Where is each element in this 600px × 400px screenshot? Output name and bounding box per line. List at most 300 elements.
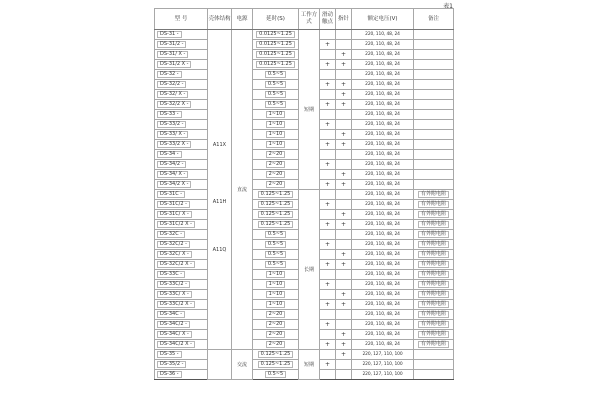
delay-cell-text: 0.5~5: [265, 241, 286, 249]
remark-cell: [414, 270, 454, 280]
slide-contact-cell: [320, 370, 336, 380]
model-cell-text: DS-32C/2 -: [157, 241, 190, 249]
delay-cell-text: 1~10: [266, 111, 286, 119]
remark-cell: [414, 190, 454, 200]
model-cell: [155, 370, 208, 380]
slide-contact-cell: [320, 70, 336, 80]
model-cell: [155, 310, 208, 320]
pointer-cell: [336, 270, 352, 280]
slide-contact-cell: [320, 30, 336, 40]
delay-cell: [253, 290, 299, 300]
delay-cell-text: 0.5~5: [265, 71, 286, 79]
model-cell: [155, 40, 208, 50]
pointer-cell: [336, 30, 352, 40]
model-cell-text: DS-36 -: [157, 371, 182, 379]
slide-contact-cell: +: [320, 360, 336, 370]
pointer-cell: [336, 230, 352, 240]
remark-cell: [414, 100, 454, 110]
delay-cell: [253, 180, 299, 190]
slide-contact-cell: +: [320, 100, 336, 110]
model-cell: [155, 200, 208, 210]
delay-cell: [253, 360, 299, 370]
table-row: [155, 190, 454, 200]
remark-cell-text: 有外附电阻: [418, 191, 449, 199]
delay-cell-text: 1~10: [266, 291, 286, 299]
delay-cell-text: 0.5~5: [265, 371, 286, 379]
model-cell-text: DS-31C/2 X -: [157, 221, 195, 229]
voltage-cell: 220, 110, 48, 24: [352, 290, 414, 300]
delay-cell: [253, 160, 299, 170]
remark-cell: [414, 80, 454, 90]
remark-cell: [414, 370, 454, 380]
delay-cell: [253, 340, 299, 350]
slide-contact-cell: [320, 210, 336, 220]
model-cell: [155, 50, 208, 60]
remark-cell: [414, 140, 454, 150]
model-cell-text: DS-32/2 X -: [157, 101, 191, 109]
slide-contact-cell: [320, 130, 336, 140]
model-cell: [155, 340, 208, 350]
pointer-cell: [336, 360, 352, 370]
model-cell: [155, 150, 208, 160]
col-header-shell: 壳体结构: [208, 9, 232, 30]
delay-cell-text: 0.125~1.25: [258, 211, 294, 219]
remark-cell-text: 有外附电阻: [418, 231, 449, 239]
model-cell: [155, 180, 208, 190]
table-body: [155, 30, 454, 380]
slide-contact-cell: [320, 110, 336, 120]
delay-cell-text: 2~20: [266, 311, 286, 319]
voltage-cell: 220, 110, 48, 24: [352, 80, 414, 90]
model-cell-text: DS-32C/2 X -: [157, 261, 195, 269]
model-cell: [155, 190, 208, 200]
slide-contact-cell: [320, 250, 336, 260]
voltage-cell: 220, 110, 48, 24: [352, 40, 414, 50]
col-header-delay: 延时(S): [253, 9, 299, 30]
voltage-cell: 220, 110, 48, 24: [352, 180, 414, 190]
delay-cell: [253, 60, 299, 70]
slide-contact-cell: +: [320, 240, 336, 250]
delay-cell-text: 0.125~1.25: [258, 221, 294, 229]
remark-cell: [414, 200, 454, 210]
pointer-cell: +: [336, 210, 352, 220]
remark-cell: [414, 300, 454, 310]
pointer-cell: +: [336, 50, 352, 60]
voltage-cell: 220, 110, 48, 24: [352, 230, 414, 240]
model-cell-text: DS-34C/ X -: [157, 331, 192, 339]
model-cell-text: DS-33 -: [157, 111, 182, 119]
delay-cell-text: 2~20: [266, 321, 286, 329]
slide-contact-cell: [320, 310, 336, 320]
remark-cell: [414, 330, 454, 340]
model-cell-text: DS-35 -: [157, 351, 182, 359]
voltage-cell: 220, 110, 48, 24: [352, 90, 414, 100]
delay-cell: [253, 80, 299, 90]
model-cell-text: DS-33/2 X -: [157, 141, 191, 149]
delay-cell: [253, 200, 299, 210]
remark-cell: [414, 180, 454, 190]
delay-cell-text: 1~10: [266, 281, 286, 289]
voltage-cell: 220, 110, 48, 24: [352, 120, 414, 130]
model-cell-text: DS-32 -: [157, 71, 182, 79]
model-cell: [155, 250, 208, 260]
remark-cell-text: 有外附电阻: [418, 301, 449, 309]
delay-cell-text: 0.5~5: [265, 101, 286, 109]
slide-contact-cell: +: [320, 40, 336, 50]
table-row: [155, 350, 454, 360]
model-cell-text: DS-32C/ X -: [157, 251, 192, 259]
model-cell-text: DS-31/ X -: [157, 51, 188, 59]
pointer-cell: [336, 150, 352, 160]
voltage-cell: 220, 110, 48, 24: [352, 170, 414, 180]
pointer-cell: [336, 110, 352, 120]
delay-cell-text: 0.125~1.25: [258, 361, 294, 369]
voltage-cell: 220, 110, 48, 24: [352, 240, 414, 250]
pointer-cell: [336, 190, 352, 200]
delay-cell: [253, 140, 299, 150]
voltage-cell: 220, 110, 48, 24: [352, 220, 414, 230]
voltage-cell: 220, 110, 48, 24: [352, 200, 414, 210]
voltage-cell: 220, 110, 48, 24: [352, 60, 414, 70]
remark-cell: [414, 30, 454, 40]
col-header-power: 电源: [232, 9, 253, 30]
delay-cell: [253, 220, 299, 230]
delay-cell: [253, 70, 299, 80]
model-cell-text: DS-33C -: [157, 271, 185, 279]
remark-cell-text: 有外附电阻: [418, 281, 449, 289]
remark-cell: [414, 50, 454, 60]
delay-cell-text: 0.5~5: [265, 261, 286, 269]
delay-cell-text: 0.0125~1.25: [256, 41, 295, 49]
pointer-cell: [336, 200, 352, 210]
delay-cell-text: 1~10: [266, 301, 286, 309]
model-cell-text: DS-31C -: [157, 191, 185, 199]
model-cell: [155, 130, 208, 140]
pointer-cell: +: [336, 340, 352, 350]
delay-cell: [253, 90, 299, 100]
model-cell-text: DS-31C/ X -: [157, 211, 192, 219]
pointer-cell: +: [336, 90, 352, 100]
remark-cell-text: 有外附电阻: [418, 291, 449, 299]
delay-cell: [253, 330, 299, 340]
slide-contact-cell: +: [320, 120, 336, 130]
delay-cell-text: 0.0125~1.25: [256, 61, 295, 69]
remark-cell: [414, 230, 454, 240]
model-cell: [155, 210, 208, 220]
voltage-cell: 220, 110, 48, 24: [352, 330, 414, 340]
voltage-cell: 220, 110, 48, 24: [352, 210, 414, 220]
model-cell-text: DS-31C/2 -: [157, 201, 190, 209]
delay-cell-text: 0.125~1.25: [258, 201, 294, 209]
remark-cell: [414, 240, 454, 250]
model-cell: [155, 170, 208, 180]
slide-contact-cell: [320, 90, 336, 100]
pointer-cell: [336, 320, 352, 330]
delay-cell: [253, 240, 299, 250]
pointer-cell: [336, 70, 352, 80]
model-cell: [155, 30, 208, 40]
remark-cell: [414, 260, 454, 270]
remark-cell-text: 有外附电阻: [418, 261, 449, 269]
slide-contact-cell: +: [320, 160, 336, 170]
col-header-remark: 备注: [414, 9, 454, 30]
power-group-cell: 交流: [232, 350, 253, 380]
slide-contact-cell: [320, 350, 336, 360]
model-cell-text: DS-34C/2 -: [157, 321, 190, 329]
delay-cell: [253, 280, 299, 290]
delay-cell-text: 1~10: [266, 141, 286, 149]
model-cell-text: DS-32/2 -: [157, 81, 186, 89]
model-cell-text: DS-33C/2 X -: [157, 301, 195, 309]
remark-cell: [414, 340, 454, 350]
pointer-cell: +: [336, 250, 352, 260]
pointer-cell: +: [336, 100, 352, 110]
delay-cell: [253, 210, 299, 220]
delay-cell: [253, 100, 299, 110]
delay-cell-text: 2~20: [266, 151, 286, 159]
pointer-cell: +: [336, 80, 352, 90]
delay-cell: [253, 50, 299, 60]
pointer-cell: +: [336, 300, 352, 310]
delay-cell: [253, 250, 299, 260]
mode-group-cell: 长期: [299, 190, 320, 350]
slide-contact-cell: +: [320, 340, 336, 350]
header-row: [155, 9, 454, 30]
model-cell: [155, 160, 208, 170]
delay-cell: [253, 310, 299, 320]
remark-cell-text: 有外附电阻: [418, 311, 449, 319]
model-cell-text: DS-34C/2 X -: [157, 341, 195, 349]
remark-cell: [414, 110, 454, 120]
mode-group-cell: 短期: [299, 350, 320, 380]
remark-cell: [414, 280, 454, 290]
voltage-cell: 220, 110, 48, 24: [352, 270, 414, 280]
delay-cell: [253, 170, 299, 180]
remark-cell-text: 有外附电阻: [418, 271, 449, 279]
pointer-cell: +: [336, 290, 352, 300]
remark-cell: [414, 70, 454, 80]
delay-cell: [253, 230, 299, 240]
delay-cell-text: 0.5~5: [265, 231, 286, 239]
pointer-cell: +: [336, 220, 352, 230]
slide-contact-cell: +: [320, 280, 336, 290]
model-cell-text: DS-33C/ X -: [157, 291, 192, 299]
model-cell: [155, 240, 208, 250]
delay-cell: [253, 110, 299, 120]
delay-cell-text: 0.5~5: [265, 251, 286, 259]
pointer-cell: +: [336, 60, 352, 70]
col-header-pointer: 指针: [336, 9, 352, 30]
voltage-cell: 220, 110, 48, 24: [352, 130, 414, 140]
remark-cell: [414, 310, 454, 320]
model-cell: [155, 220, 208, 230]
delay-cell-text: 1~10: [266, 131, 286, 139]
model-cell: [155, 280, 208, 290]
spec-table-wrapper: [154, 8, 453, 380]
voltage-cell: 220, 110, 48, 24: [352, 250, 414, 260]
pointer-cell: +: [336, 180, 352, 190]
delay-cell: [253, 320, 299, 330]
voltage-cell: 220, 127, 110, 100: [352, 370, 414, 380]
relay-spec-table: [154, 8, 454, 380]
voltage-cell: 220, 110, 48, 24: [352, 300, 414, 310]
voltage-cell: 220, 110, 48, 24: [352, 260, 414, 270]
pointer-cell: +: [336, 140, 352, 150]
delay-cell-text: 0.125~1.25: [258, 191, 294, 199]
slide-contact-cell: +: [320, 80, 336, 90]
pointer-cell: +: [336, 130, 352, 140]
remark-cell-text: 有外附电阻: [418, 331, 449, 339]
remark-cell: [414, 170, 454, 180]
model-cell: [155, 230, 208, 240]
remark-cell: [414, 250, 454, 260]
delay-cell: [253, 370, 299, 380]
remark-cell-text: 有外附电阻: [418, 201, 449, 209]
delay-cell-text: 1~10: [266, 271, 286, 279]
shell-label: A11X: [212, 141, 227, 148]
col-header-slide: 滑动触点: [320, 9, 336, 30]
remark-cell: [414, 90, 454, 100]
remark-cell-text: 有外附电阻: [418, 211, 449, 219]
model-cell-text: DS-32/ X -: [157, 91, 188, 99]
shell-label: A11H: [212, 199, 227, 206]
delay-cell-text: 0.0125~1.25: [256, 51, 295, 59]
remark-cell-text: 有外附电阻: [418, 341, 449, 349]
pointer-cell: [336, 120, 352, 130]
delay-cell: [253, 300, 299, 310]
slide-contact-cell: +: [320, 200, 336, 210]
slide-contact-cell: [320, 330, 336, 340]
voltage-cell: 220, 110, 48, 24: [352, 280, 414, 290]
delay-cell: [253, 30, 299, 40]
model-cell-text: DS-31/2 X -: [157, 61, 191, 69]
shell-structure-cell: [208, 30, 232, 350]
slide-contact-cell: +: [320, 260, 336, 270]
pointer-cell: +: [336, 170, 352, 180]
col-header-model: 型 号: [155, 9, 208, 30]
remark-cell: [414, 120, 454, 130]
remark-cell: [414, 210, 454, 220]
slide-contact-cell: [320, 290, 336, 300]
model-cell: [155, 290, 208, 300]
table-number-label: 表1: [443, 3, 453, 10]
voltage-cell: 220, 110, 48, 24: [352, 310, 414, 320]
voltage-cell: 220, 110, 48, 24: [352, 150, 414, 160]
table-row: [155, 30, 454, 40]
delay-cell: [253, 40, 299, 50]
remark-cell: [414, 60, 454, 70]
delay-cell: [253, 190, 299, 200]
shell-structure-cell: [208, 350, 232, 380]
model-cell-text: DS-33C/2 -: [157, 281, 190, 289]
model-cell-text: DS-32C -: [157, 231, 185, 239]
voltage-cell: 220, 110, 48, 24: [352, 50, 414, 60]
model-cell: [155, 80, 208, 90]
slide-contact-cell: [320, 230, 336, 240]
pointer-cell: +: [336, 330, 352, 340]
model-cell: [155, 60, 208, 70]
model-cell: [155, 270, 208, 280]
voltage-cell: 220, 110, 48, 24: [352, 320, 414, 330]
model-cell: [155, 70, 208, 80]
pointer-cell: +: [336, 260, 352, 270]
model-cell-text: DS-34/2 X -: [157, 181, 191, 189]
remark-cell: [414, 290, 454, 300]
voltage-cell: 220, 110, 48, 24: [352, 110, 414, 120]
delay-cell-text: 0.0125~1.25: [256, 31, 295, 39]
delay-cell: [253, 120, 299, 130]
delay-cell-text: 2~20: [266, 331, 286, 339]
remark-cell: [414, 130, 454, 140]
model-cell: [155, 90, 208, 100]
remark-cell-text: 有外附电阻: [418, 251, 449, 259]
model-cell: [155, 350, 208, 360]
model-cell: [155, 300, 208, 310]
slide-contact-cell: [320, 170, 336, 180]
shell-label: A11Q: [212, 247, 227, 254]
delay-cell: [253, 350, 299, 360]
model-cell: [155, 110, 208, 120]
remark-cell-text: 有外附电阻: [418, 241, 449, 249]
model-cell-text: DS-34C -: [157, 311, 185, 319]
slide-contact-cell: [320, 50, 336, 60]
model-cell: [155, 100, 208, 110]
model-cell-text: DS-31 -: [157, 31, 182, 39]
delay-cell-text: 2~20: [266, 161, 286, 169]
pointer-cell: [336, 280, 352, 290]
slide-contact-cell: +: [320, 300, 336, 310]
voltage-cell: 220, 127, 110, 100: [352, 350, 414, 360]
slide-contact-cell: +: [320, 140, 336, 150]
voltage-cell: 220, 110, 48, 24: [352, 340, 414, 350]
voltage-cell: 220, 110, 48, 24: [352, 30, 414, 40]
delay-cell: [253, 260, 299, 270]
remark-cell: [414, 160, 454, 170]
mode-group-cell: 短期: [299, 30, 320, 190]
delay-cell-text: 0.5~5: [265, 91, 286, 99]
remark-cell: [414, 320, 454, 330]
pointer-cell: [336, 40, 352, 50]
voltage-cell: 220, 110, 48, 24: [352, 190, 414, 200]
delay-cell: [253, 270, 299, 280]
pointer-cell: [336, 370, 352, 380]
model-cell-text: DS-31/2 -: [157, 41, 186, 49]
remark-cell-text: 有外附电阻: [418, 321, 449, 329]
slide-contact-cell: +: [320, 180, 336, 190]
col-header-voltage: 额定电压(V): [352, 9, 414, 30]
slide-contact-cell: +: [320, 220, 336, 230]
power-group-cell: 直流: [232, 30, 253, 350]
remark-cell-text: 有外附电阻: [418, 221, 449, 229]
remark-cell: [414, 40, 454, 50]
remark-cell: [414, 220, 454, 230]
delay-cell-text: 1~10: [266, 121, 286, 129]
model-cell: [155, 360, 208, 370]
model-cell-text: DS-34/2 -: [157, 161, 186, 169]
model-cell: [155, 320, 208, 330]
slide-contact-cell: [320, 150, 336, 160]
voltage-cell: 220, 110, 48, 24: [352, 160, 414, 170]
remark-cell: [414, 350, 454, 360]
pointer-cell: [336, 240, 352, 250]
model-cell-text: DS-35/2 -: [157, 361, 186, 369]
slide-contact-cell: [320, 270, 336, 280]
delay-cell-text: 0.5~5: [265, 81, 286, 89]
voltage-cell: 220, 110, 48, 24: [352, 70, 414, 80]
pointer-cell: [336, 310, 352, 320]
delay-cell-text: 2~20: [266, 181, 286, 189]
col-header-mode: 工作方式: [299, 9, 320, 30]
